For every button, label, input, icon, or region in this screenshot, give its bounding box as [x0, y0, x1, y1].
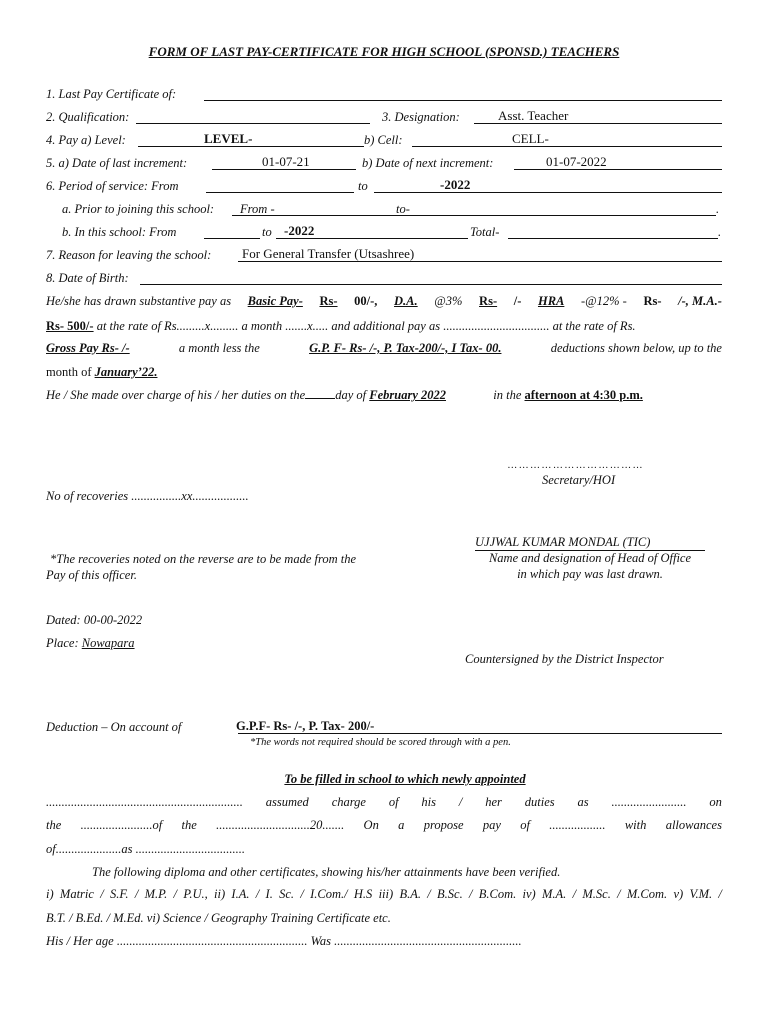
- charge-in-the: in the: [493, 388, 522, 402]
- charge-time: afternoon at 4:30 p.m.: [524, 388, 643, 402]
- newschool-row-3: of.....................as ...................................: [46, 842, 245, 856]
- word: ii): [214, 887, 226, 901]
- pay-para-line-4: [46, 364, 157, 380]
- word: a: [398, 818, 405, 832]
- word: assumed: [265, 795, 309, 809]
- gpf-ptax: G.P. F- Rs- /-, P. Tax-200/-, I Tax- 00.: [309, 341, 502, 355]
- word: pay: [482, 818, 501, 832]
- charge-day-of: day of: [335, 388, 367, 402]
- newschool-row-1: [46, 795, 722, 810]
- this-school-total-label: Total-: [470, 225, 500, 239]
- period-to-label: to: [358, 179, 368, 193]
- designation-value: Asst. Teacher: [498, 108, 569, 123]
- word: iii): [378, 887, 394, 901]
- basic-rs: Rs-: [319, 294, 338, 308]
- word: B.Sc.: [437, 887, 463, 901]
- this-school-to-value: -2022: [284, 223, 315, 238]
- word: I.Com./: [310, 887, 348, 901]
- pay-para-line-2: [46, 318, 722, 334]
- word: /: [718, 887, 722, 901]
- word: /: [427, 887, 431, 901]
- word: the: [46, 818, 62, 832]
- newschool-row-2: [46, 818, 722, 833]
- charge-text: He / She made over charge of his / her duties on the: [46, 388, 306, 402]
- newschool-row-7: His / Her age ............................................................. Was ............................................................: [46, 934, 522, 948]
- hra-percent: -@12% -: [580, 294, 627, 308]
- place-value: Nowapara: [81, 636, 135, 650]
- word: his: [421, 795, 437, 809]
- secretary-label: Secretary/HOI: [542, 473, 616, 487]
- period-to-value: -2022: [440, 177, 471, 192]
- word: ........................: [611, 795, 687, 809]
- pay-para-line-3: [46, 341, 722, 356]
- cell-value: CELL-: [512, 131, 549, 146]
- word: her: [485, 795, 502, 809]
- word: propose: [423, 818, 464, 832]
- word: P.U.,: [183, 887, 208, 901]
- word: iv): [522, 887, 536, 901]
- dob-line: [140, 284, 722, 285]
- countersigned-label: Countersigned by the District Inspector: [465, 652, 664, 666]
- recoveries-note-2: Pay of this officer.: [46, 568, 137, 582]
- place-label: Place:: [46, 636, 79, 650]
- last-increment-value: 01-07-21: [262, 154, 310, 169]
- prior-to: to-: [396, 202, 410, 216]
- word: /: [100, 887, 104, 901]
- da-value: /-: [513, 294, 522, 308]
- word: B.Com.: [478, 887, 517, 901]
- word: v): [673, 887, 684, 901]
- para-month-label: month of: [46, 365, 92, 379]
- word: charge: [331, 795, 366, 809]
- word: /: [617, 887, 621, 901]
- dated-label: Dated: 00-00-2022: [46, 613, 143, 627]
- qualification-line: [136, 123, 370, 124]
- reason-value: For General Transfer (Utsashree): [242, 246, 415, 261]
- form-title: FORM OF LAST PAY-CERTIFICATE FOR HIGH SCHOOL (SPONSD.) TEACHERS: [148, 44, 620, 59]
- word: H.S: [353, 887, 373, 901]
- da-percent: @3%: [434, 294, 463, 308]
- field-last-pay-label: 1. Last Pay Certificate of:: [46, 87, 177, 101]
- word: with: [624, 818, 647, 832]
- word: /: [134, 887, 139, 901]
- signature-dots: … … … … … … … … … … … …: [508, 460, 643, 471]
- deduction-note: *The words not required should be scored through with a pen.: [250, 737, 511, 748]
- para-text-3b: deductions shown below, up to the: [550, 341, 722, 355]
- basic-pay-label: Basic Pay-: [247, 294, 303, 308]
- word: ..............................20.......: [216, 818, 345, 832]
- recoveries-label: No of recoveries ................xx..................: [46, 489, 249, 503]
- field-qualification-label: 2. Qualification:: [46, 110, 130, 124]
- deduction-value: G.P.F- Rs- /-, P. Tax- 200/-: [236, 719, 375, 733]
- ma-value: Rs- 500/-: [46, 319, 94, 333]
- word: i): [46, 887, 54, 901]
- word: as: [577, 795, 589, 809]
- word: Sc.: [279, 887, 295, 901]
- word: /: [300, 887, 304, 901]
- field-reason-label: 7. Reason for leaving the school:: [46, 248, 212, 262]
- ma-label: /-, M.A.-: [678, 294, 722, 308]
- word: M.P.: [144, 887, 168, 901]
- deduction-label: Deduction – On account of: [46, 720, 182, 734]
- newschool-row-4: The following diploma and other certificates, showing his/her attainments have been verified.: [92, 865, 561, 879]
- cell-line: [412, 146, 722, 147]
- word: I.A.: [231, 887, 250, 901]
- para-text: He/she has drawn substantive pay as: [46, 294, 232, 308]
- day-blank: [305, 398, 335, 399]
- hra-label: HRA: [537, 294, 565, 308]
- place-row: [46, 635, 135, 651]
- newschool-row-5: [46, 887, 722, 902]
- para-text-3: a month less the: [178, 341, 260, 355]
- field-dob-label: 8. Date of Birth:: [46, 271, 129, 285]
- head-name: [470, 535, 710, 551]
- word: allowances: [665, 818, 722, 832]
- last-pay-line: [204, 100, 722, 101]
- word: duties: [524, 795, 555, 809]
- word: ...............................................................: [46, 795, 243, 809]
- total-end-dot: .: [718, 225, 722, 239]
- field-last-increment-label: 5. a) Date of last increment:: [46, 156, 188, 170]
- field-designation-label: 3. Designation:: [382, 110, 460, 124]
- next-increment-value: 01-07-2022: [546, 154, 607, 169]
- word: M.Sc.: [582, 887, 611, 901]
- prior-line: [232, 215, 716, 216]
- word: V.M.: [689, 887, 713, 901]
- word: On: [363, 818, 379, 832]
- total-line: [508, 238, 718, 239]
- field-next-increment-label: b) Date of next increment:: [362, 156, 494, 170]
- gross-pay: Gross Pay Rs- /-: [46, 341, 130, 355]
- field-this-school-label: b. In this school: From: [62, 225, 177, 239]
- charge-line: [46, 387, 643, 403]
- field-prior-label: a. Prior to joining this school:: [62, 202, 215, 216]
- word: M.Com.: [626, 887, 668, 901]
- head-name-text: UJJWAL KUMAR MONDAL (TIC): [475, 535, 705, 551]
- word: /: [572, 887, 577, 901]
- word: I.: [265, 887, 273, 901]
- da-label: D.A.: [394, 294, 418, 308]
- this-school-from-line: [204, 238, 260, 239]
- prior-end-dot: .: [716, 202, 720, 216]
- word: /: [173, 887, 178, 901]
- field-pay-level-label: 4. Pay a) Level:: [46, 133, 126, 147]
- word: B.A.: [399, 887, 421, 901]
- pay-para-line-1: [46, 294, 722, 309]
- word: .......................of: [80, 818, 163, 832]
- word: of: [388, 795, 399, 809]
- charge-month: February 2022: [369, 388, 446, 402]
- word: /: [458, 795, 463, 809]
- word: ..................: [549, 818, 606, 832]
- word: S.F.: [110, 887, 129, 901]
- para-text-2: at the rate of Rs.........x......... a month .......x..... and additional pay as .................................. at the rate of Rs.: [96, 319, 636, 333]
- word: the: [181, 818, 197, 832]
- period-from-line: [206, 192, 354, 193]
- head-line-2: in which pay was last drawn.: [517, 567, 663, 581]
- period-to-line: [374, 192, 722, 193]
- head-line-1: Name and designation of Head of Office: [488, 551, 692, 565]
- field-period-label: 6. Period of service: From: [46, 179, 179, 193]
- level-value: LEVEL-: [204, 131, 253, 146]
- hra-rs: Rs-: [643, 294, 662, 308]
- word: /: [468, 887, 473, 901]
- recoveries-note-1: *The recoveries noted on the reverse are to be made from the: [50, 552, 357, 566]
- this-school-to-label: to: [262, 225, 272, 239]
- word: of: [520, 818, 530, 832]
- word: on: [709, 795, 722, 809]
- da-rs: Rs-: [479, 294, 498, 308]
- word: /: [255, 887, 260, 901]
- basic-value: 00/-,: [354, 294, 378, 308]
- field-cell-label: b) Cell:: [364, 133, 403, 147]
- newschool-heading: To be filled in school to which newly appointed: [284, 772, 526, 786]
- newschool-row-6: B.T. / B.Ed. / M.Ed. vi) Science / Geography Training Certificate etc.: [46, 911, 391, 925]
- para-month: January’22.: [94, 365, 158, 379]
- word: M.A.: [542, 887, 567, 901]
- word: Matric: [59, 887, 94, 901]
- prior-from: From -: [240, 202, 275, 216]
